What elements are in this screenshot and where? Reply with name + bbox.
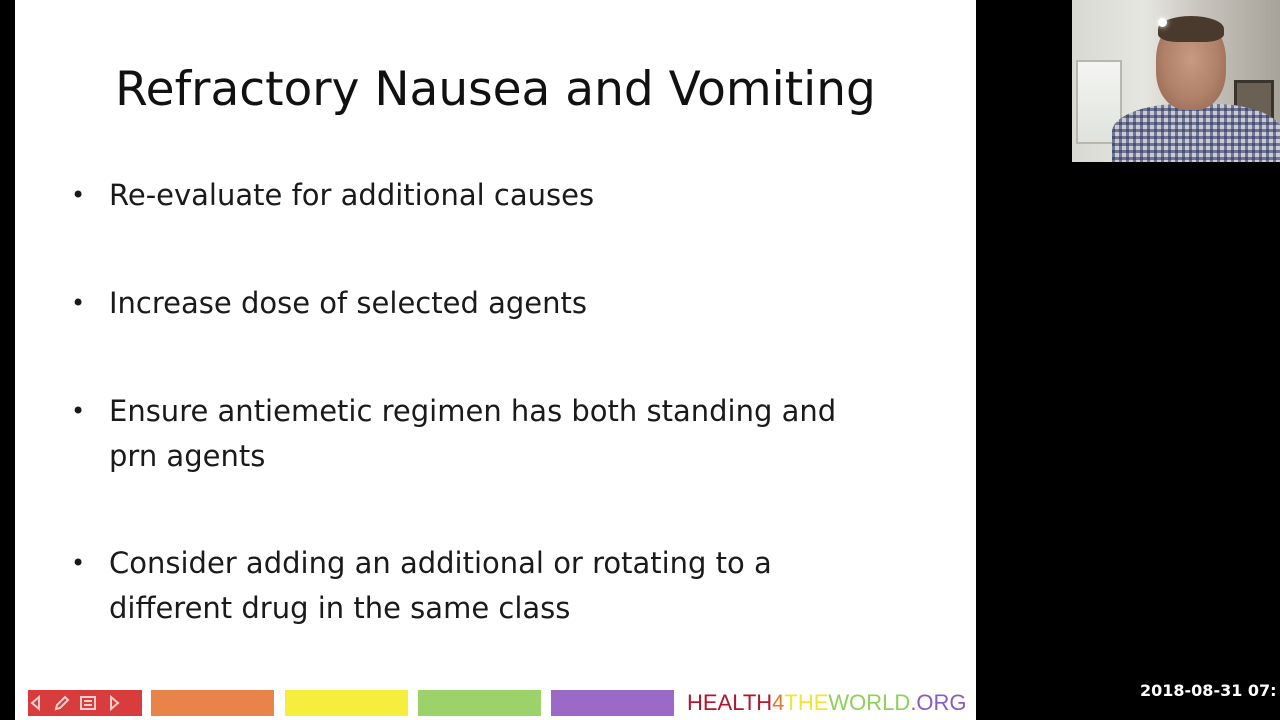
presenter-hair [1158,16,1224,42]
pen-icon[interactable] [51,692,73,714]
brand-logo [687,688,967,718]
bullet-text: Increase dose of selected agents [109,286,587,320]
webcam-background-lamp [1158,18,1167,27]
bullet-text: Ensure antiemetic regimen has both standing and prn agents [109,394,837,473]
brand-health: HEALTH [687,690,773,715]
bullet-text: Re-evaluate for additional causes [109,178,595,212]
presenter-body [1112,104,1280,162]
brand-the: THE [784,690,829,715]
color-block-yellow [285,690,408,716]
presentation-slide [15,0,976,720]
bullet-item [71,541,891,631]
bullet-marker: • [71,397,86,425]
video-timestamp: 2018-08-31 07: [1140,681,1277,700]
bullet-item [71,281,891,326]
bullet-item [71,389,891,479]
next-slide-icon[interactable] [103,692,125,714]
color-block-purple [551,690,674,716]
bullet-text: Consider adding an additional or rotating to a different drug in the same class [109,546,772,625]
brand-org: .ORG [910,690,967,715]
bullet-marker: • [71,181,86,209]
slides-menu-icon[interactable] [77,692,99,714]
previous-slide-icon[interactable] [25,692,47,714]
bullet-marker: • [71,549,86,577]
bullet-marker: • [71,289,86,317]
brand-world: WORLD [828,690,911,715]
color-block-orange [151,690,274,716]
color-block-green [418,690,541,716]
brand-4: 4 [772,690,785,715]
presenter-webcam [1072,0,1280,162]
slideshow-toolbar [25,690,125,716]
slide-title: Refractory Nausea and Vomiting [115,62,876,117]
footer-color-bar [15,688,976,720]
bullet-item [71,173,891,218]
